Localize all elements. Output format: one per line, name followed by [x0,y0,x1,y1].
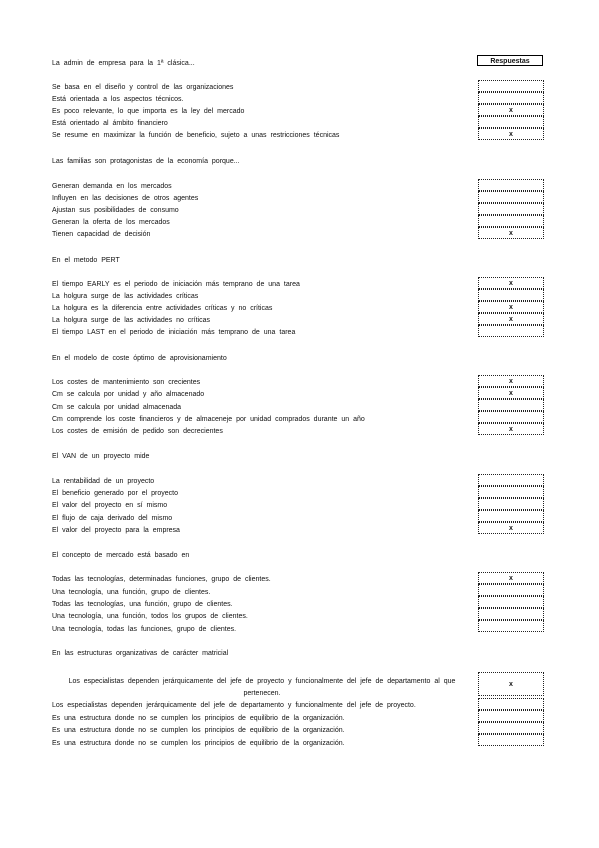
answer-cell[interactable] [478,116,544,128]
question-5: El VAN de un proyecto mide [52,453,150,460]
answer-cell[interactable]: x [478,104,544,116]
question-1: La admin de empresa para la 1ª clásica... [52,60,195,67]
option-6-1: Todas las tecnologías, determinadas funciones, grupo de clientes. [52,576,271,583]
option-4-2: Cm se calcula por unidad y año almacenado [52,391,205,398]
option-2-5: Tienen capacidad de decisión [52,231,151,238]
option-5-4: El flujo de caja derivado del mismo [52,515,173,522]
option-3-4: La holgura surge de las actividades no críticas [52,317,210,324]
answer-cell[interactable]: x [478,128,544,140]
option-6-2: Una tecnología, una función, grupo de clientes. [52,589,211,596]
answer-cell[interactable]: x [478,301,544,313]
option-4-1: Los costes de mantenimiento son crecientes [52,379,201,386]
answer-cell[interactable]: x [478,375,544,387]
answer-cell[interactable] [478,510,544,522]
answer-cell[interactable]: x [478,522,544,534]
answer-cell[interactable]: x [478,313,544,325]
answer-cell[interactable] [478,411,544,423]
answer-cell[interactable]: x [478,387,544,399]
option-2-1: Generan demanda en los mercados [52,183,172,190]
question-3: En el metodo PERT [52,257,120,264]
answer-cell[interactable] [478,734,544,746]
answer-cell[interactable] [478,596,544,608]
question-2: Las familias son protagonistas de la economía porque... [52,158,240,165]
option-1-4: Está orientado al ámbito financiero [52,120,168,127]
option-4-5: Los costes de emisión de pedido son decrecientes [52,428,223,435]
answer-cell[interactable] [478,191,544,203]
answer-cell[interactable] [478,722,544,734]
answers-header: Respuestas [477,55,543,66]
option-1-3: Es poco relevante, lo que importa es la ley del mercado [52,108,245,115]
answer-cell[interactable]: x [478,672,544,696]
answer-cell[interactable] [478,203,544,215]
answer-cell[interactable] [478,474,544,486]
option-6-5: Una tecnología, todas las funciones, grupo de clientes. [52,626,237,633]
option-2-4: Generan la oferta de los mercados [52,219,170,226]
answer-cell[interactable] [478,80,544,92]
option-5-3: El valor del proyecto en sí mismo [52,502,168,509]
option-7-2: Los especialistas dependen jerárquicamente del jefe de departamento y funcionalmente del jefe de proyecto. [52,702,416,709]
answer-cell[interactable]: x [478,572,544,584]
option-2-2: Influyen en las decisiones de otros agentes [52,195,199,202]
answer-cell[interactable] [478,486,544,498]
answer-cell[interactable]: x [478,277,544,289]
answer-cell[interactable] [478,92,544,104]
option-7-4: Es una estructura donde no se cumplen los principios de equilibrio de la organización. [52,727,345,734]
answer-cell[interactable] [478,698,544,710]
option-3-5: El tiempo LAST en el periodo de iniciación más temprano de una tarea [52,329,296,336]
option-1-2: Está orientada a los aspectos técnicos. [52,96,184,103]
option-7-5: Es una estructura donde no se cumplen los principios de equilibrio de la organización. [52,740,345,747]
answer-cell[interactable] [478,215,544,227]
answer-cell[interactable] [478,584,544,596]
option-6-3: Todas las tecnologías, una función, grupo de clientes. [52,601,233,608]
answer-cell[interactable] [478,498,544,510]
option-1-5: Se resume en maximizar la función de beneficio, sujeto a unas restricciones técnicas [52,132,340,139]
option-1-1: Se basa en el diseño y control de las organizaciones [52,84,234,91]
option-5-2: El beneficio generado por el proyecto [52,490,178,497]
answer-cell[interactable] [478,179,544,191]
option-2-3: Ajustan sus posibilidades de consumo [52,207,179,214]
answer-cell[interactable] [478,289,544,301]
option-3-1: El tiempo EARLY es el periodo de iniciación más temprano de una tarea [52,281,300,288]
option-3-3: La holgura es la diferencia entre actividades críticas y no críticas [52,305,273,312]
option-6-4: Una tecnología, una función, todos los grupos de clientes. [52,613,248,620]
answer-cell[interactable] [478,325,544,337]
option-7-1: Los especialistas dependen jerárquicamente del jefe de proyecto y funcionalmente del jefe de departamento al que pertenecen. [68,678,456,697]
option-5-5: El valor del proyecto para la empresa [52,527,180,534]
option-5-1: La rentabilidad de un proyecto [52,478,155,485]
answer-cell[interactable] [478,399,544,411]
answer-cell[interactable] [478,620,544,632]
answer-cell[interactable] [478,608,544,620]
answer-cell[interactable]: x [478,227,544,239]
option-3-2: La holgura surge de las actividades críticas [52,293,199,300]
question-4: En el modelo de coste óptimo de aprovisionamiento [52,355,227,362]
option-7-3: Es una estructura donde no se cumplen los principios de equilibrio de la organización. [52,715,345,722]
answer-cell[interactable] [478,710,544,722]
option-4-4: Cm comprende los coste financieros y de almaceneje por unidad comprados durante un año [52,416,365,423]
question-6: El concepto de mercado está basado en [52,552,190,559]
option-4-3: Cm se calcula por unidad almacenada [52,404,182,411]
question-7: En las estructuras organizativas de carácter matricial [52,650,229,657]
answer-cell[interactable]: x [478,423,544,435]
